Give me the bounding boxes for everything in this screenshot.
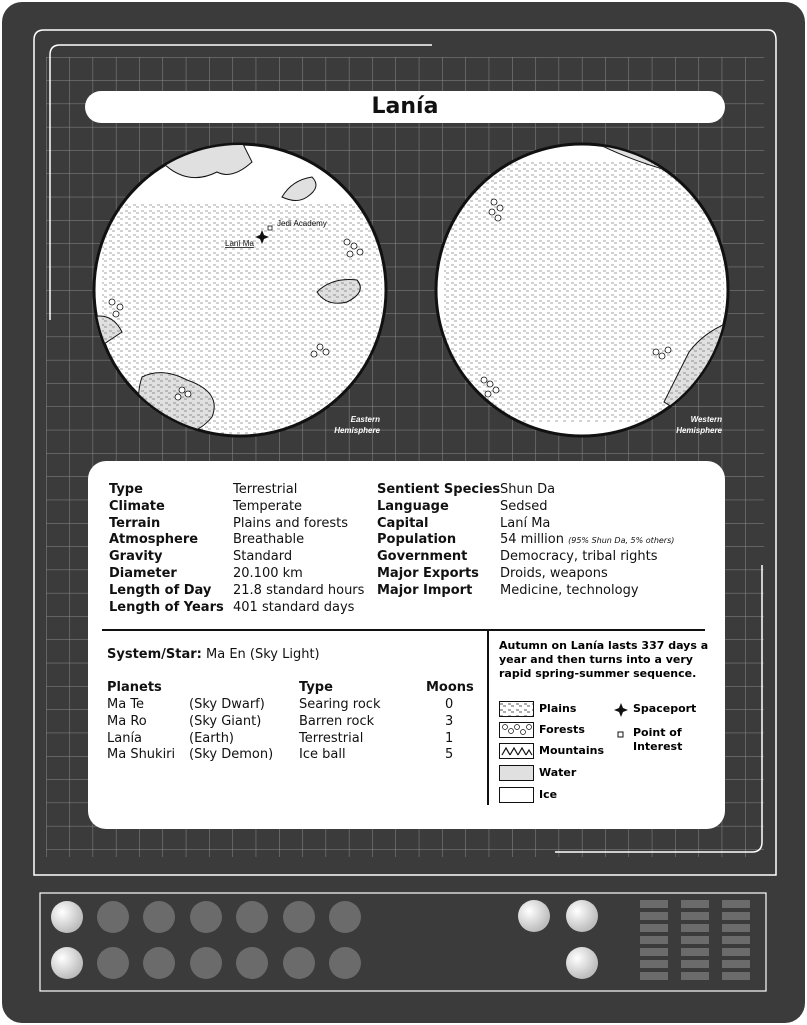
plains-swatch-icon	[499, 701, 535, 717]
spaceport-icon	[614, 703, 628, 717]
stat-value: Sedsed	[500, 498, 548, 514]
planet-alias: (Sky Demon)	[189, 747, 274, 763]
stat-label: Diameter	[109, 565, 177, 581]
stat-label: Capital	[377, 515, 429, 531]
stat-label: Population	[377, 532, 457, 548]
stat-label: Terrain	[109, 515, 161, 531]
stat-value: 21.8 standard hours	[233, 582, 365, 598]
population-value: 54 million (95% Shun Da, 5% others)	[500, 532, 675, 548]
planet-name: Lanía	[107, 730, 143, 746]
stat-label: Climate	[109, 498, 165, 514]
stat-label: Length of Years	[109, 599, 224, 615]
moons-header: Moons	[426, 680, 474, 695]
system-star: System/Star: Ma En (Sky Light)	[107, 647, 320, 662]
stats-right-values	[500, 482, 674, 600]
planet-name: Ma Te	[107, 697, 145, 712]
stat-value: Plains and forests	[233, 515, 348, 531]
stat-label: Language	[377, 498, 449, 514]
stat-label: Sentient Species	[377, 482, 501, 497]
ice-swatch-icon	[499, 787, 535, 803]
stat-label: Atmosphere	[109, 532, 199, 548]
stat-value: 20.100 km	[233, 565, 303, 581]
legend-mountains: Mountains	[539, 744, 604, 757]
planets-header: Planets	[107, 680, 162, 695]
stat-label: Government	[377, 549, 468, 565]
legend-plains: Plains	[539, 702, 577, 715]
stat-value: Medicine, technology	[500, 582, 639, 598]
legend-ice: Ice	[539, 788, 558, 801]
svg-text:Hemisphere: Hemisphere	[676, 426, 722, 435]
map-legend	[499, 701, 714, 811]
legend-point-of-interest: Point of Interest	[633, 726, 683, 753]
svg-text:Hemisphere: Hemisphere	[334, 426, 380, 435]
stat-label: Gravity	[109, 549, 163, 565]
water-swatch-icon	[499, 765, 535, 781]
planet-alias: (Sky Giant)	[189, 713, 262, 729]
stat-value: Breathable	[233, 532, 305, 548]
stats-left-values	[233, 482, 364, 616]
population-note: (95% Shun Da, 5% others)	[568, 536, 675, 546]
type-header: Type	[299, 680, 333, 695]
planet-type: Ice ball	[299, 747, 346, 763]
eastern-hemisphere-map	[92, 142, 388, 438]
legend-spaceport: Spaceport	[633, 702, 697, 715]
stats-right-labels	[377, 482, 500, 600]
mountains-swatch-icon	[499, 743, 535, 759]
divider	[102, 629, 705, 631]
jedi-academy-label: Jedi Academy	[277, 219, 327, 228]
svg-text:Western: Western	[690, 415, 722, 424]
stat-label: Length of Day	[109, 582, 212, 598]
planet-moons: 5	[445, 747, 454, 763]
stat-value: Laní Ma	[500, 515, 551, 531]
planet-alias: (Sky Dwarf)	[189, 697, 265, 712]
point-of-interest-icon	[268, 226, 272, 230]
stat-value: Shun Da	[500, 482, 556, 497]
planet-moons: 1	[445, 730, 454, 746]
planet-moons: 0	[445, 697, 454, 712]
stat-value: 401 standard days	[233, 599, 355, 615]
planet-type: Barren rock	[299, 713, 375, 729]
divider	[487, 631, 489, 805]
point-of-interest-icon	[617, 731, 625, 739]
planet-moons: 3	[445, 713, 454, 729]
info-panel	[88, 461, 725, 829]
forests-swatch-icon	[499, 722, 535, 738]
stat-label: Major Import	[377, 582, 473, 598]
stat-label: Major Exports	[377, 565, 479, 581]
planet-type: Terrestrial	[299, 730, 364, 746]
planet-type: Searing rock	[299, 697, 381, 712]
season-note: Autumn on Lanía lasts 337 days a year and then turns into a very rapid spring-summer sequence.	[499, 639, 709, 680]
stat-value: Droids, weapons	[500, 565, 608, 581]
page-title: Lanía	[85, 91, 725, 123]
svg-text:Eastern: Eastern	[350, 415, 380, 424]
planet-name: Ma Ro	[107, 713, 147, 729]
stat-value: Temperate	[233, 498, 303, 514]
stat-value: Terrestrial	[233, 482, 298, 497]
capital-label: Laní Ma	[225, 239, 254, 248]
stat-label: Type	[109, 482, 143, 497]
legend-water: Water	[539, 766, 577, 779]
planet-name: Ma Shukiri	[107, 747, 176, 763]
legend-forests: Forests	[539, 723, 585, 736]
western-hemisphere-map	[434, 142, 730, 438]
stats-left-labels	[109, 482, 224, 616]
planet-alias: (Earth)	[189, 730, 235, 746]
stat-value: Standard	[233, 549, 293, 565]
stat-value: Democracy, tribal rights	[500, 549, 658, 565]
